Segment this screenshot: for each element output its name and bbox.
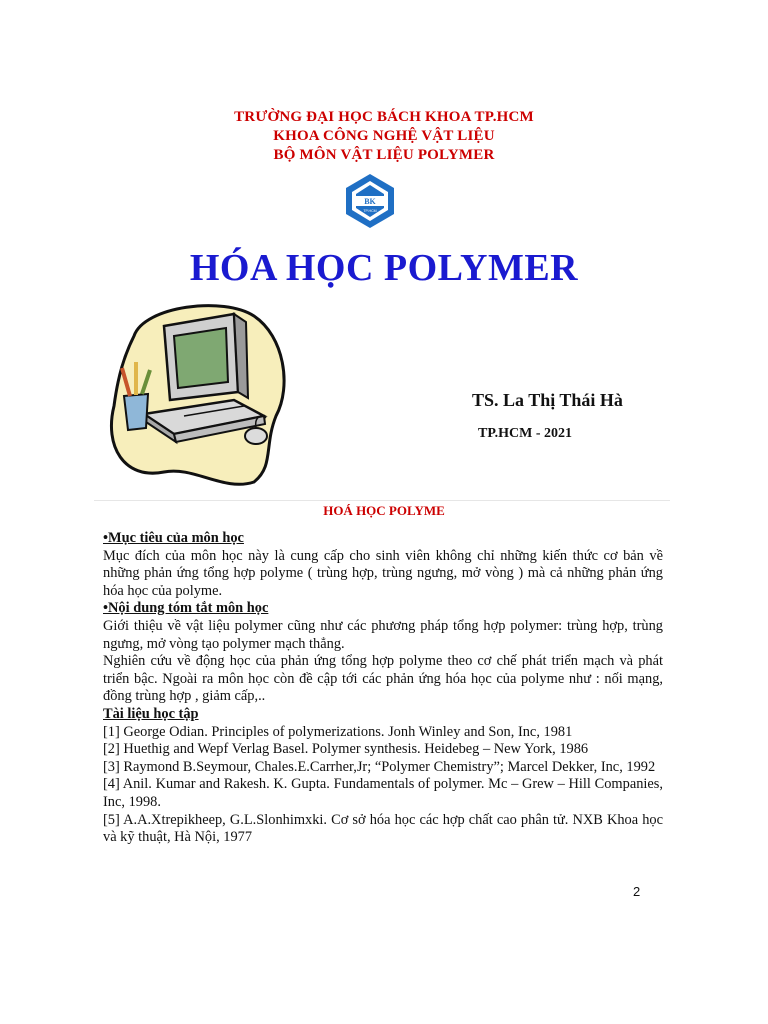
computer-clipart-icon [104,296,290,488]
header-line-faculty: KHOA CÔNG NGHỆ VẬT LIỆU [273,128,495,144]
course-content [103,530,663,847]
page-number: 2 [633,884,641,899]
university-header [0,108,768,165]
logo-subtext: TP.HCM [363,209,377,213]
header-line-department: BỘ MÔN VẬT LIỆU POLYMER [273,147,495,163]
summary-paragraph: Nghiên cứu về động học của phản ứng tổng hợp polyme theo cơ chế phát triển mạch và phát triển bậc. Ngoài ra môn học còn đề cập tới các phản ứng hóa học của polyme như : nối mạng, đồng trùng hợp , giảm cấp,.. [103,653,663,705]
reference-item: [3] Raymond B.Seymour, Chales.E.Carrher,Jr; “Polymer Chemistry”; Marcel Dekker, Inc, 1992 [103,758,656,775]
reference-item: [4] Anil. Kumar and Rakesh. K. Gupta. Fundamentals of polymer. Mc – Grew – Hill Companies, Inc, 1998. [103,776,663,810]
author-name: TS. La Thị Thái Hà [472,390,623,410]
reference-item: [1] George Odian. Principles of polymerizations. Jonh Winley and Son, Inc, 1981 [103,723,573,740]
section-title: HOÁ HỌC POLYME [323,503,445,518]
reference-item: [5] A.A.Xtrepikheep, G.L.Slonhimxki. Cơ sở hóa học các hợp chất cao phân tử. NXB Khoa học và kỹ thuật, Hà Nội, 1977 [103,811,663,846]
reference-item: [2] Huethig and Wepf Verlag Basel. Polymer synthesis. Heidebeg – New York, 1986 [103,741,589,758]
summary-heading: •Nội dung tóm tắt môn học [103,600,269,617]
university-logo-icon [344,172,396,230]
objective-heading: •Mục tiêu của môn học [103,530,244,546]
page-divider [94,500,670,501]
logo-text: BK [364,197,376,206]
header-line-university: TRƯỜNG ĐẠI HỌC BÁCH KHOA TP.HCM [234,109,534,125]
document-title: HÓA HỌC POLYMER [189,247,579,289]
place-year: TP.HCM - 2021 [478,426,572,441]
objective-text: Mục đích của môn học này là cung cấp cho sinh viên không chỉ những kiến thức cơ bản về những phản ứng tổng hợp polyme ( trùng hợp, trùng ngưng, mở vòng ) mà cả những phản ứng hóa học của polyme. [103,547,663,599]
summary-paragraph: Giới thiệu về vật liệu polymer cũng như các phương pháp tổng hợp polymer: trùng hợp, trùng ngưng, mở vòng tạo polymer mạch thẳng. [103,617,663,652]
references-heading: Tài liệu học tập [103,705,199,722]
